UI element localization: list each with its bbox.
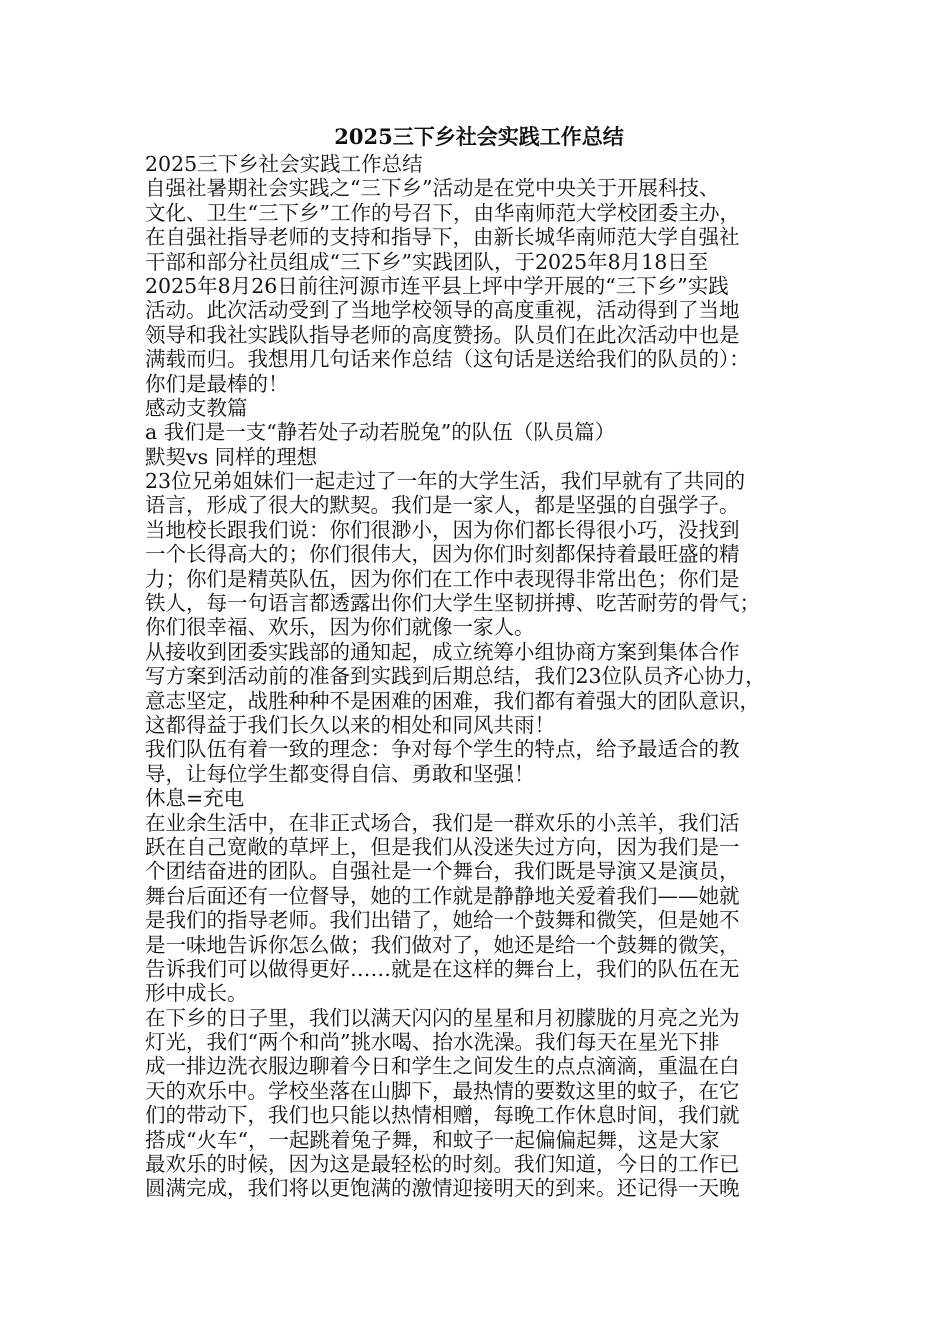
text-line: 铁人，每一句语言都透露出你们大学生坚韧拼搏、吃苦耐劳的骨气； — [145, 591, 760, 616]
text-line: 搭成“火车“，一起跳着兔子舞，和蚊子一起偏偏起舞，这是大家 — [145, 1127, 720, 1152]
text-line: 干部和部分社员组成“三下乡”实践团队，于2025年8月18日至 — [145, 249, 709, 274]
text-line: 是我们的指导老师。我们出错了，她给一个鼓舞和微笑，但是她不 — [145, 908, 740, 933]
text-line: 成一排边洗衣服边聊着今日和学生之间发生的点点滴滴，重温在白 — [145, 1054, 740, 1079]
text-line: 活动。此次活动受到了当地学校领导的高度重视，活动得到了当地 — [145, 298, 740, 323]
text-line: 在业余生活中，在非正式场合，我们是一群欢乐的小羔羊，我们活 — [145, 810, 740, 835]
text-line: 默契vs 同样的理想 — [145, 444, 318, 469]
text-line: 跃在自己宽敞的草坪上，但是我们从没迷失过方向，因为我们是一 — [145, 834, 740, 859]
text-line: 你们很幸福、欢乐，因为你们就像一家人。 — [145, 615, 535, 640]
text-line: 一个长得高大的；你们很伟大，因为你们时刻都保持着最旺盛的精 — [145, 542, 740, 567]
text-line: 天的欢乐中。学校坐落在山脚下，最热情的要数这里的蚊子，在它 — [145, 1078, 740, 1103]
text-line: 满载而归。我想用几句话来作总结（这句话是送给我们的队员的）： — [145, 347, 750, 372]
document-body — [145, 152, 813, 1201]
text-line: 形中成长。 — [145, 981, 248, 1006]
text-line: a 我们是一支“静若处子动若脱兔”的队伍（队员篇） — [145, 420, 616, 445]
document-title: 2025三下乡社会实践工作总结 — [334, 124, 624, 149]
text-line: 力；你们是精英队伍，因为你们在工作中表现得非常出色；你们是 — [145, 566, 740, 591]
text-line: 这都得益于我们长久以来的相处和同风共雨！ — [145, 712, 555, 737]
text-line: 舞台后面还有一位督导，她的工作就是静静地关爱着我们——她就 — [145, 883, 740, 908]
text-line: 文化、卫生“三下乡”工作的号召下，由华南师范大学校团委主办， — [145, 200, 740, 225]
text-line: 2025年8月26日前往河源市连平县上坪中学开展的“三下乡”实践 — [145, 273, 729, 298]
text-line: 导，让每位学生都变得自信、勇敢和坚强！ — [145, 761, 535, 786]
text-line: 我们队伍有着一致的理念：争对每个学生的特点，给予最适合的教 — [145, 737, 740, 762]
text-line: 最欢乐的时候，因为这是最轻松的时刻。我们知道，今日的工作已 — [145, 1152, 740, 1177]
text-line: 自强社暑期社会实践之“三下乡”活动是在党中央关于开展科技、 — [145, 176, 720, 201]
text-line: 从接收到团委实践部的通知起，成立统筹小组协商方案到集体合作 — [145, 639, 740, 664]
text-line: 2025三下乡社会实践工作总结 — [145, 152, 423, 176]
text-line: 领导和我社实践队指导老师的高度赞扬。队员们在此次活动中也是 — [145, 322, 740, 347]
text-line: 当地校长跟我们说：你们很渺小，因为你们都长得很小巧，没找到 — [145, 517, 740, 542]
text-line: 告诉我们可以做得更好……就是在这样的舞台上，我们的队伍在无 — [145, 956, 740, 981]
text-line: 感动支教篇 — [145, 395, 248, 420]
text-line: 休息=充电 — [145, 786, 245, 811]
text-line: 是一味地告诉你怎么做；我们做对了，她还是给一个鼓舞的微笑， — [145, 932, 740, 957]
text-line: 写方案到活动前的准备到实践到后期总结，我们23位队员齐心协力， — [145, 664, 766, 689]
text-line: 23位兄弟姐妹们一起走过了一年的大学生活，我们早就有了共同的 — [145, 469, 746, 494]
text-line: 灯光，我们“两个和尚”挑水喝、抬水洗澡。我们每天在星光下排 — [145, 1030, 720, 1055]
document-page — [145, 122, 813, 1201]
text-line: 圆满完成，我们将以更饱满的激情迎接明天的到来。还记得一天晚 — [145, 1176, 740, 1201]
text-line: 们的带动下，我们也只能以热情相赠，每晚工作休息时间，我们就 — [145, 1103, 740, 1128]
text-line: 你们是最棒的！ — [145, 371, 289, 396]
text-line: 意志坚定，战胜种种不是困难的困难，我们都有着强大的团队意识， — [145, 688, 760, 713]
text-line: 个团结奋进的团队。自强社是一个舞台，我们既是导演又是演员， — [145, 859, 740, 884]
text-line: 在自强社指导老师的支持和指导下，由新长城华南师范大学自强社 — [145, 225, 740, 250]
text-line: 语言，形成了很大的默契。我们是一家人，都是坚强的自强学子。 — [145, 493, 740, 518]
text-line: 在下乡的日子里，我们以满天闪闪的星星和月初朦胧的月亮之光为 — [145, 1005, 740, 1030]
